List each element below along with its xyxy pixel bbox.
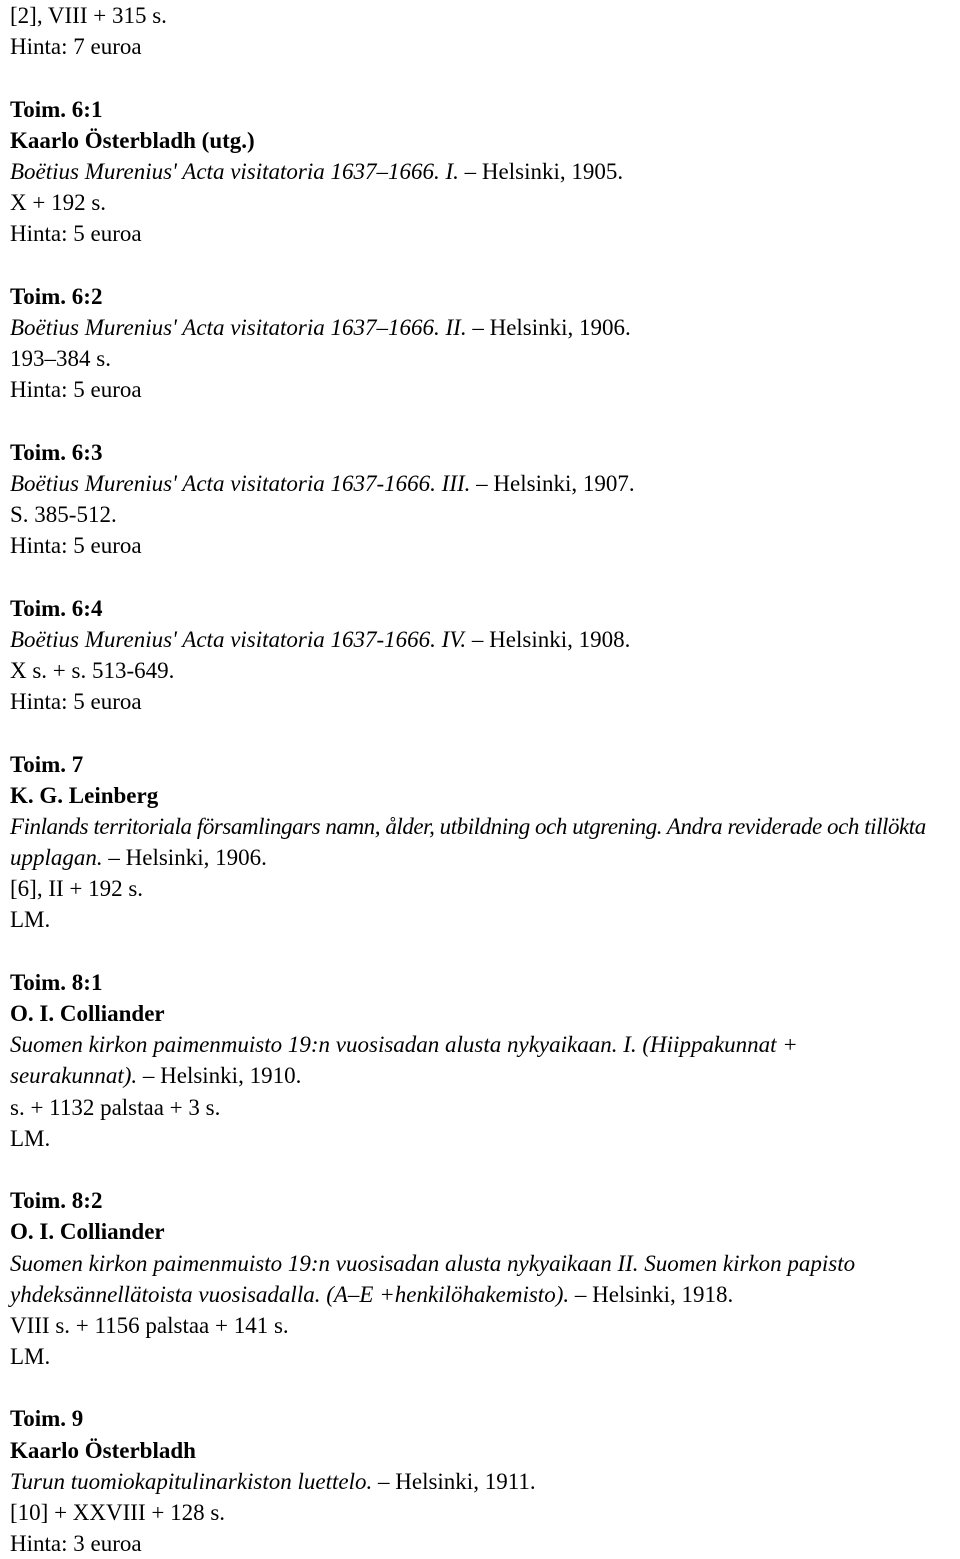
entry-title-cont: upplagan. [10,845,103,871]
pages-line: [2], VIII + 315 s. [10,3,167,28]
entry-title-cont: yhdeksännellätoista vuosisadalla. (A–E +henkilöhakemisto). [10,1281,570,1307]
entry-title: Boëtius Murenius' Acta visitatoria 1637–1666. II. [10,314,467,340]
entry-price: Hinta: 5 euroa [10,377,142,403]
entry-place: – Helsinki, 1906. [466,314,631,340]
entry-place: – Helsinki, 1907. [470,470,635,496]
spacer [10,717,956,748]
spacer [10,250,956,281]
entry-pages: VIII s. + 1156 palstaa + 141 s. [10,1312,289,1338]
entry-id: Toim. 7 [10,751,84,777]
spacer [10,405,956,436]
entry-id: Toim. 9 [10,1406,84,1432]
entry-id: Toim. 8:1 [10,969,103,995]
spacer [10,561,956,592]
entry-author: O. I. Colliander [10,1219,165,1245]
entry-pages: 193–384 s. [10,346,111,372]
entry-title: Boëtius Murenius' Acta visitatoria 1637-1666. III. [10,470,471,496]
document-page [10,0,956,1559]
entry-pages: X s. + s. 513-649. [10,657,175,683]
entry-toim-7 [10,749,956,936]
entry-place: – Helsinki, 1918. [569,1281,734,1307]
entry-price: LM. [10,907,51,933]
entry-toim-9 [10,1403,956,1559]
entry-title-line-1: Suomen kirkon paimenmuisto 19:n vuosisadan alusta nykyaikaan. I. (Hiippakunnat + [10,1032,798,1058]
entry-pages: X + 192 s. [10,190,107,216]
entry-toim-6-4 [10,593,956,718]
entry-title-line [10,312,956,343]
entry-pages: [6], II + 192 s. [10,876,144,902]
entry-title-line [10,624,956,655]
entry-id: Toim. 6:4 [10,595,103,621]
entry-id: Toim. 6:3 [10,439,103,465]
entry-price: Hinta: 5 euroa [10,689,142,715]
entry-price: Hinta: 3 euroa [10,1531,142,1557]
entry-title: Boëtius Murenius' Acta visitatoria 1637-1666. IV. [10,626,467,652]
entry-title: Turun tuomiokapitulinarkiston luettelo. [10,1468,373,1494]
entry-place: – Helsinki, 1910. [137,1063,302,1089]
entry-toim-8-2 [10,1185,956,1372]
entry-toim-8-1 [10,967,956,1154]
entry-price: LM. [10,1125,51,1151]
entry-title-cont: seurakunnat). [10,1063,138,1089]
entry-place: – Helsinki, 1905. [458,158,624,184]
entry-id: Toim. 6:1 [10,96,103,122]
entry-toim-6-2 [10,281,956,406]
spacer [10,1372,956,1403]
entry-pages: s. + 1132 palstaa + 3 s. [10,1094,221,1120]
spacer [10,62,956,93]
entry-author: O. I. Colliander [10,1001,165,1026]
entry-author: K. G. Leinberg [10,782,159,808]
entry-price: Hinta: 5 euroa [10,221,142,247]
entry-place: – Helsinki, 1908. [466,626,631,652]
entry-title-line-1: Finlands territoriala församlingars namn, ålder, utbildning och utgrening. Andra reviderade och tillökta [10,813,926,839]
entry-title-line [10,1466,956,1497]
entry-place: – Helsinki, 1911. [372,1468,536,1494]
entry-id: Toim. 8:2 [10,1188,103,1214]
entry-id: Toim. 6:2 [10,283,103,309]
entry-title-line-1: Suomen kirkon paimenmuisto 19:n vuosisadan alusta nykyaikaan II. Suomen kirkon papisto [10,1250,856,1276]
entry-author: Kaarlo Österbladh (utg.) [10,127,255,153]
entry-pages: S. 385-512. [10,502,117,527]
spacer [10,936,956,967]
entry-title-line [10,468,956,499]
entry-price: LM. [10,1344,51,1370]
entry-title-line-2 [10,842,956,873]
entry-title-line [10,156,956,187]
price-line: Hinta: 7 euroa [10,34,142,60]
entry-title-line-2 [10,1060,956,1091]
entry-title-line-2 [10,1279,956,1310]
entry-price: Hinta: 5 euroa [10,533,142,559]
entry-author: Kaarlo Österbladh [10,1437,196,1463]
entry-pages: [10] + XXVIII + 128 s. [10,1500,226,1525]
spacer [10,1154,956,1185]
entry-toim-6-3 [10,437,956,562]
entry-title: Boëtius Murenius' Acta visitatoria 1637–1666. I. [10,158,459,184]
entry-toim-6-1 [10,94,956,250]
entry-place: – Helsinki, 1906. [102,845,267,871]
